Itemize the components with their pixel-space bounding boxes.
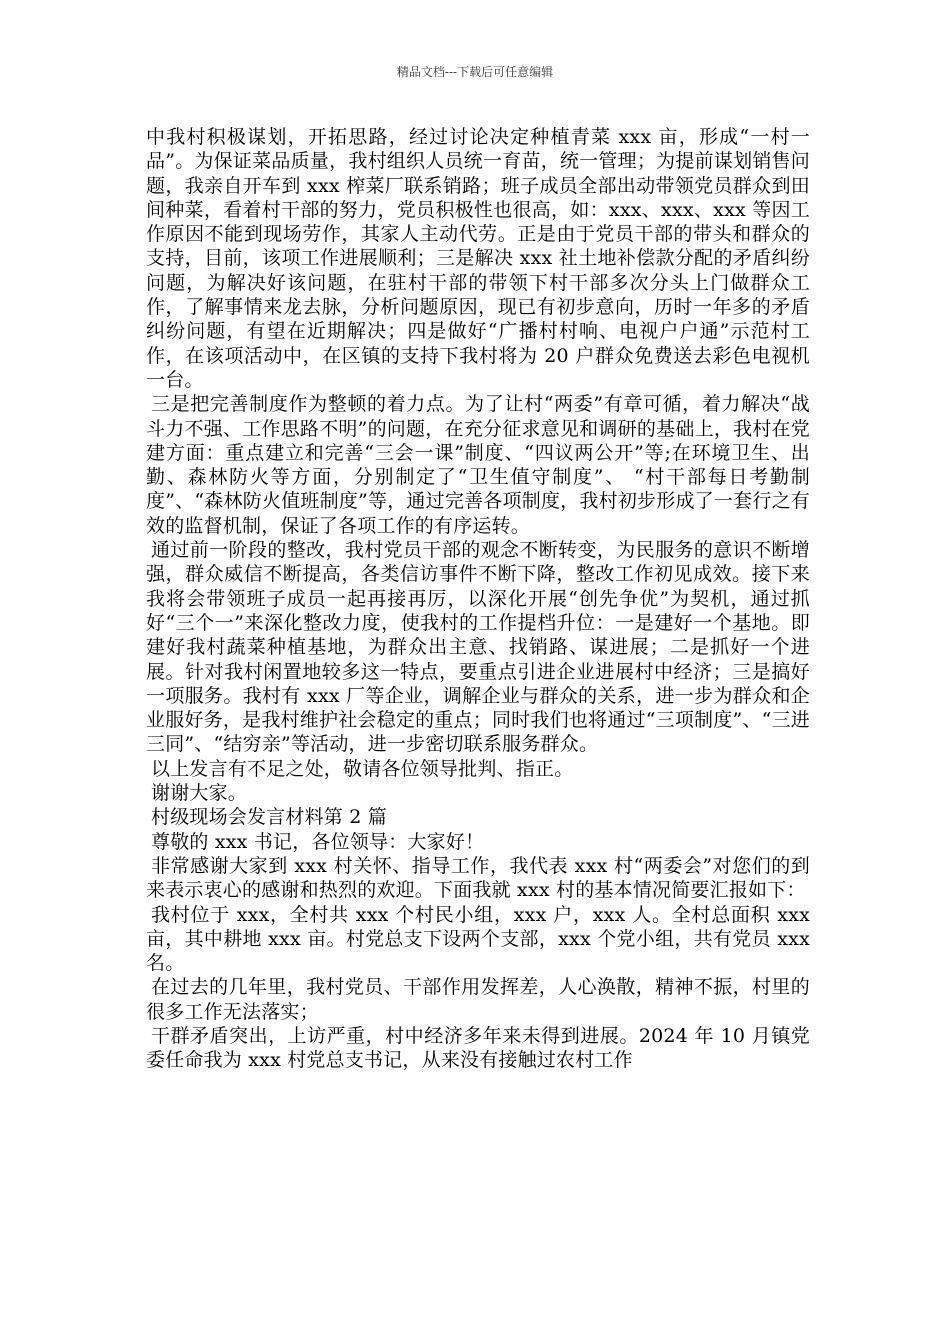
paragraph: 以上发言有不足之处，敬请各位领导批判、指正。 xyxy=(151,757,574,780)
paragraph: 通过前一阶段的整改，我村党员干部的观念不断转变，为民服务的意识不断增强，群众威信不断提高，各类信访事件不断下降，整改工作初见成效。接下来我将会带领班子成员一起再接再厉，以深化开展“创先争优”为契机，通过抓好“三个一”来深化整改力度，使我村的工作提档升位：一是建好一个基地。即建好我村蔬菜种植基地，为群众出主意、找销路、谋进展；二是抓好一个进展。针对我村闲置地较多这一特点，要重点引进企业进展村中经济；三是搞好一项服务。我村有 xxx 厂等企业，调解企业与群众的关系，进一步为群众和企业服好务，是我村维护社会稳定的重点；同时我们也将通过“三项制度”、“三进三同”、“结穷亲”等活动，进一步密切联系服务群众。 xyxy=(146,539,810,756)
paragraph: 我村位于 xxx，全村共 xxx 个村民小组，xxx 户，xxx 人。全村总面积 xxx 亩，其中耕地 xxx 亩。村党总支下设两个支部，xxx 个党小组，共有党员 xxx 名。 xyxy=(146,903,817,975)
paragraph: 谢谢大家。 xyxy=(151,782,248,805)
salutation: 尊敬的 xxx 书记，各位领导：大家好！ xyxy=(151,830,485,853)
page-header: 精品文档---下载后可任意编辑 xyxy=(396,65,554,79)
paragraph: 中我村积极谋划，开拓思路，经过讨论决定种植青菜 xxx 亩，形成“一村一品”。为保证菜品质量，我村组织人员统一育苗，统一管理；为提前谋划销售问题，我亲自开车到 xxx 榨菜厂联系销路；班子成员全部出动带领党员群众到田间种菜，看着村干部的努力，党员积极性也很高，如：xxx、xxx、xxx 等因工作原因不能到现场劳作，其家人主动代劳。正是由于党员干部的带头和群众的支持，目前，该项工作进展顺利；三是解决 xxx 社土地补偿款分配的矛盾纠纷问题，为解决好该问题，在驻村干部的带领下村干部多次分头上门做群众工作，了解事情来龙去脉，分析问题原因，现已有初步意向，历时一年多的矛盾纠纷问题，有望在近期解决；四是做好“广播村村响、电视户户通”示范村工作，在该项活动中，在区镇的支持下我村将为 20 户群众免费送去彩色电视机一台。 xyxy=(146,126,810,391)
document-body xyxy=(146,125,817,1073)
paragraph: 三是把完善制度作为整顿的着力点。为了让村“两委”有章可循，着力解决“战斗力不强、工作思路不明”的问题，在充分征求意见和调研的基础上，我村在党建方面：重点建立和完善“三会一课”制度、“四议两公开”等;在环境卫生、出勤、森林防火等方面，分别制定了“卫生值守制度”、 “村干部每日考勤制度”、“森林防火值班制度”等，通过完善各项制度，我村初步形成了一套行之有效的监督机制，保证了各项工作的有序运转。 xyxy=(146,393,810,537)
paragraph: 非常感谢大家到 xxx 村关怀、指导工作，我代表 xxx 村“两委会”对您们的到来表示衷心的感谢和热烈的欢迎。下面我就 xxx 村的基本情况简要汇报如下： xyxy=(146,854,810,902)
paragraph: 干群矛盾突出，上访严重，村中经济多年来未得到进展。2024 年 10 月镇党委任命我为 xxx 村党总支书记，从来没有接触过农村工作 xyxy=(146,1024,810,1072)
section-title: 村级现场会发言材料第 2 篇 xyxy=(151,806,387,829)
paragraph: 在过去的几年里，我村党员、干部作用发挥差，人心涣散，精神不振，村里的很多工作无法落实； xyxy=(146,976,810,1023)
